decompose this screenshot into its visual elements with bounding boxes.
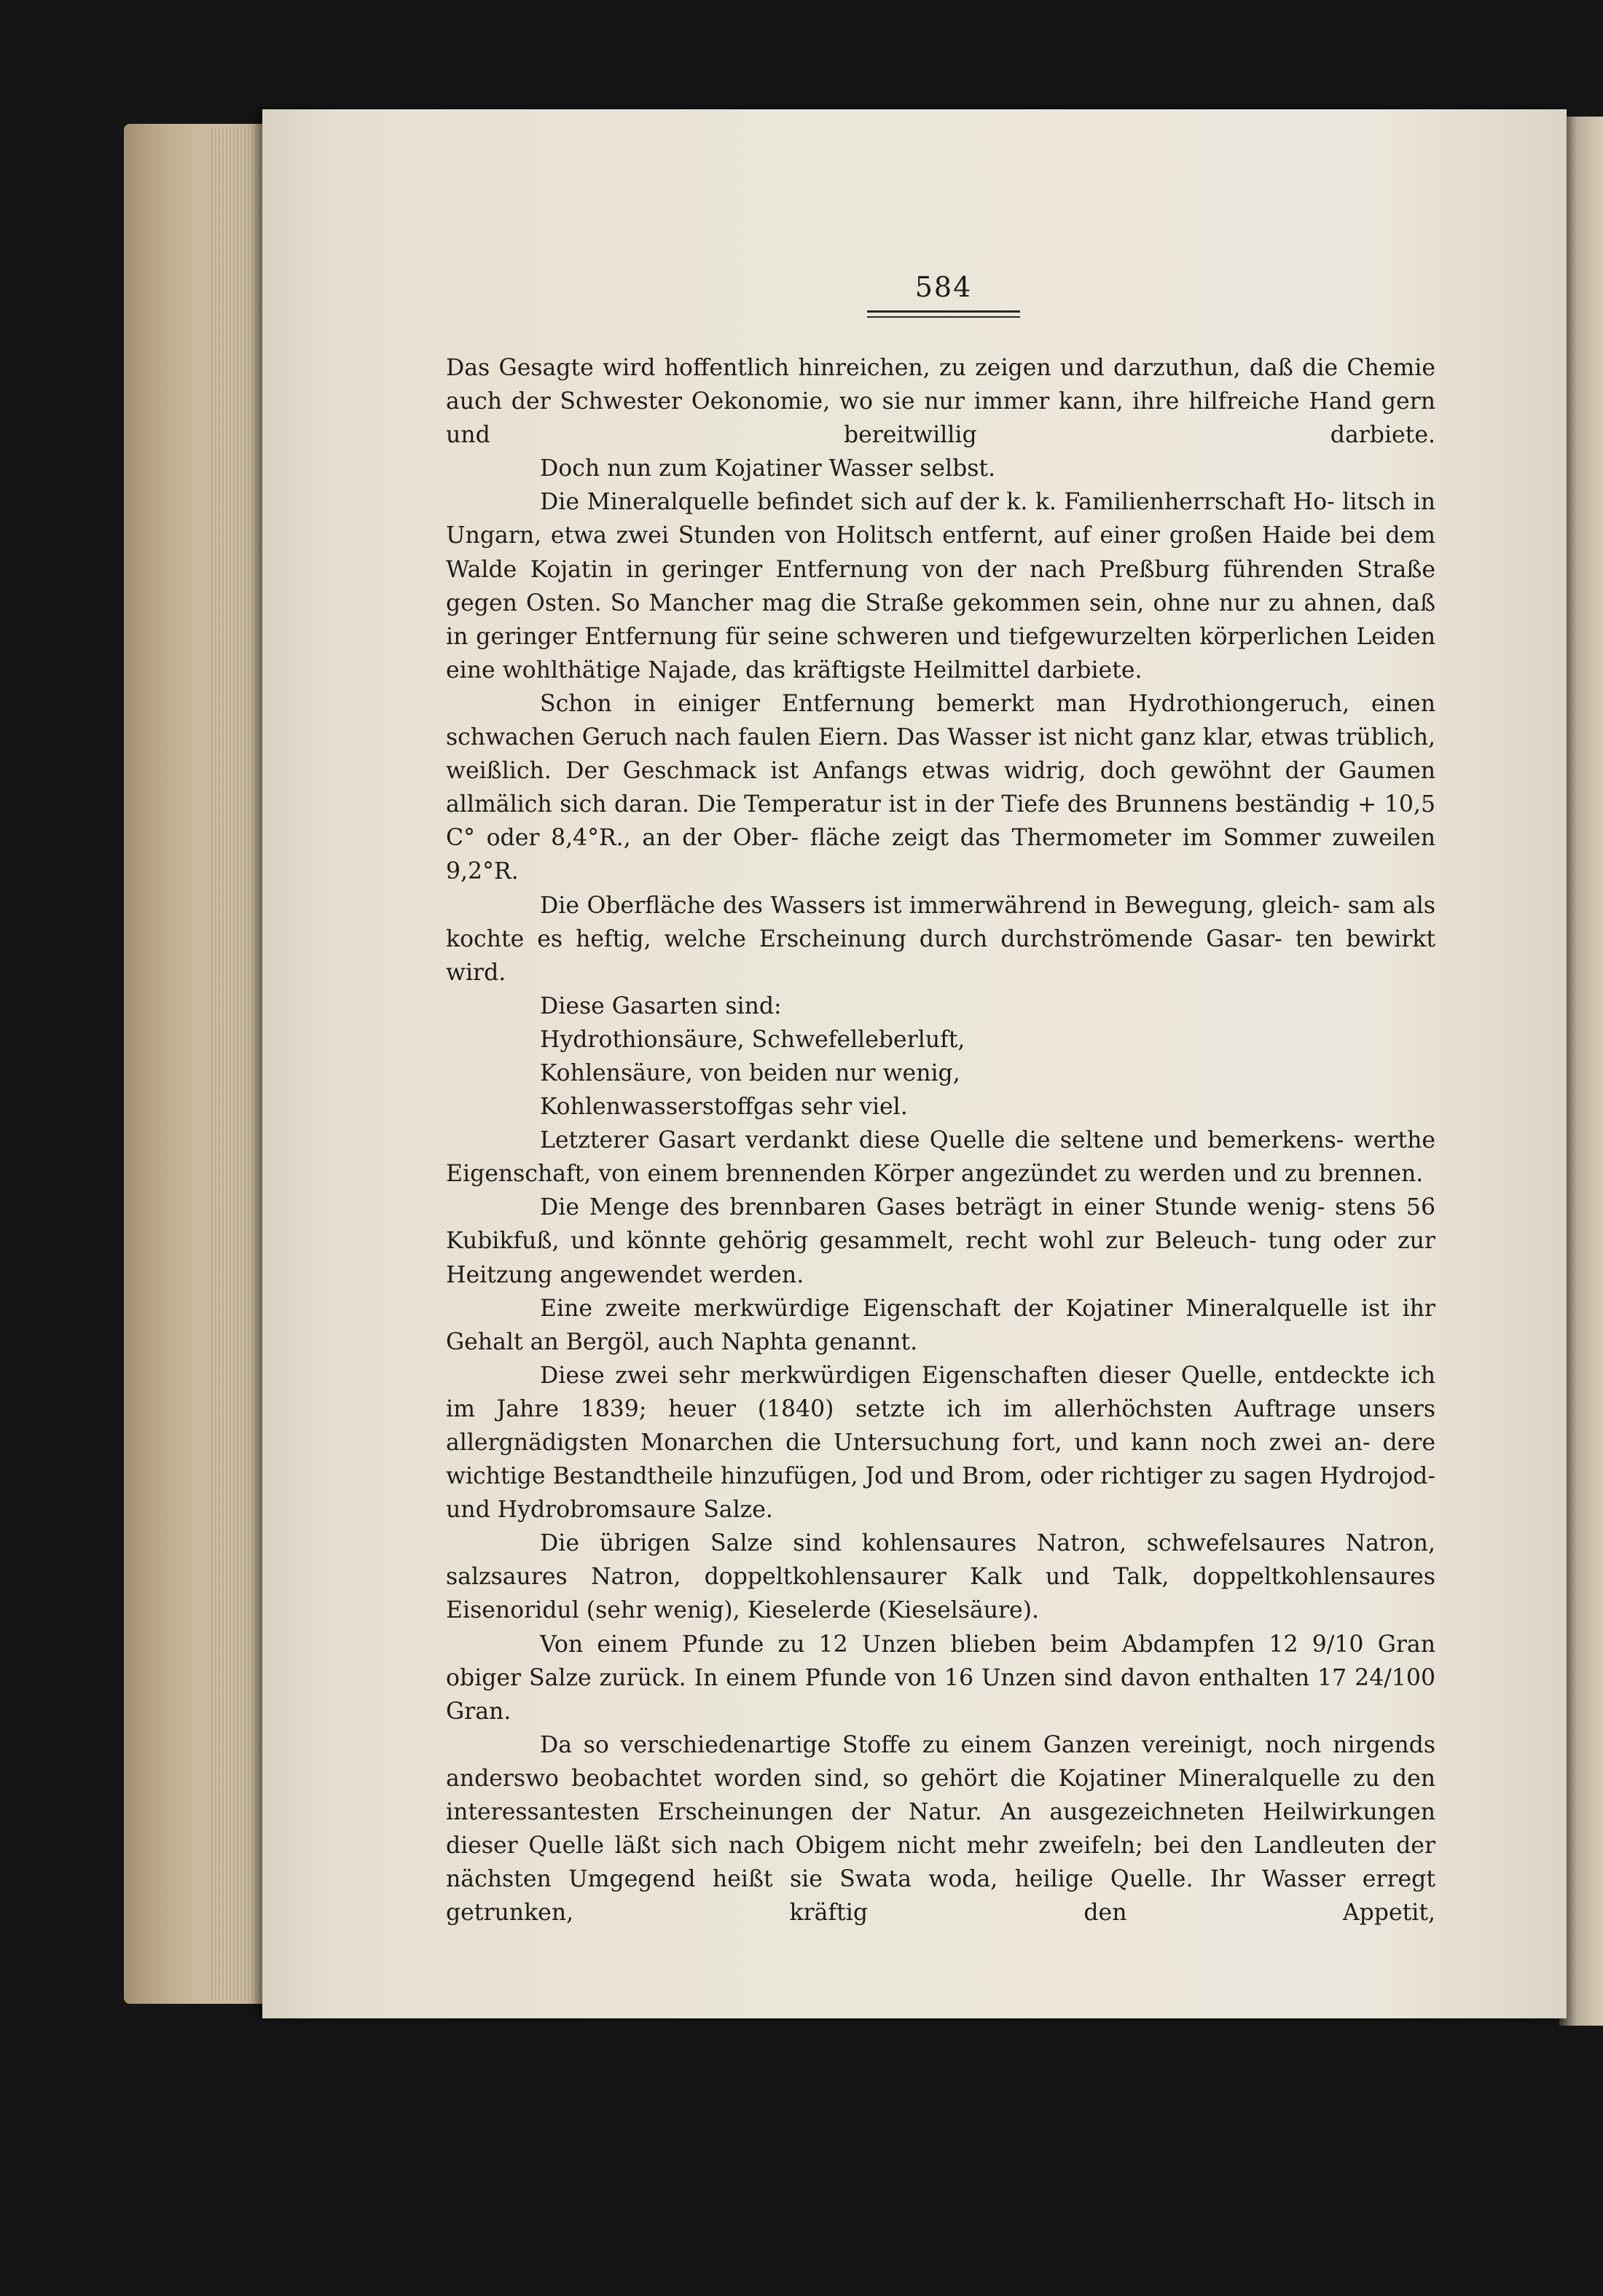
paragraph: Die Menge des brennbaren Gases beträgt in einer Stunde wenig- stens 56 Kubikfuß, und könnte gehörig gesammelt, recht wohl zur Beleuch- tung oder zur Heitzung angewendet werden. — [446, 1194, 1436, 1288]
paragraph: Von einem Pfunde zu 12 Unzen blieben beim Abdampfen 12 9/10 Gran obiger Salze zurück. In einem Pfunde von 16 Unzen sind davon enthalten 17 24/100 Gran. — [446, 1631, 1436, 1725]
header-rule-bottom — [867, 316, 1020, 318]
page-number: 584 — [914, 271, 973, 303]
list-item: Hydrothionsäure, Schwefelleberluft, — [540, 1026, 965, 1053]
paragraph: Doch nun zum Kojatiner Wasser selbst. — [540, 455, 996, 482]
paragraph: Eine zweite merkwürdige Eigenschaft der Kojatiner Mineralquelle ist ihr Gehalt an Bergöl, auch Naphta genannt. — [446, 1295, 1435, 1355]
body-text — [446, 351, 1435, 1929]
list-item: Kohlenwasserstoffgas sehr viel. — [540, 1094, 908, 1121]
paragraph: Die Oberfläche des Wassers ist immerwährend in Bewegung, gleich- sam als kochte es heftig, welche Erscheinung durch durchströmende Gasar- ten bewirkt wird. — [446, 892, 1435, 986]
page-header — [867, 271, 1020, 318]
paragraph: Diese Gasarten sind: — [540, 992, 782, 1019]
header-rule-top — [867, 310, 1020, 313]
paragraph: Das Gesagte wird hoffentlich hinreichen, zu zeigen und darzuthun, daß die Chemie auch der Schwester Oekonomie, wo sie nur immer kann, ihre hilfreiche Hand gern und bereitwillig darbiete. — [446, 355, 1435, 449]
list-item: Kohlensäure, von beiden nur wenig, — [540, 1059, 960, 1086]
paragraph: Die übrigen Salze sind kohlensaures Natron, schwefelsaures Natron, salzsaures Natron, doppeltkohlensaurer Kalk und Talk, doppeltkohlensaures Eisenoridul (sehr wenig), Kieselerde (Kieselsäure). — [446, 1530, 1435, 1624]
paragraph: Schon in einiger Entfernung bemerkt man Hydrothiongeruch, einen schwachen Geruch nach faulen Eiern. Das Wasser ist nicht ganz klar, etwas trüblich, weißlich. Der Geschmack ist Anfangs etwas widrig, doch gewöhnt der Gaumen allmälich sich daran. Die Temperatur ist in der Tiefe des Brunnens beständig + 10,5 C° oder 8,4°R., an der Ober- fläche zeigt das Thermometer im Sommer zuweilen 9,2°R. — [446, 690, 1436, 885]
paragraph: Letzterer Gasart verdankt diese Quelle die seltene und bemerkens- werthe Eigenschaft, von einem brennenden Körper angezündet zu werden und zu brennen. — [446, 1127, 1435, 1188]
paragraph: Diese zwei sehr merkwürdigen Eigenschaften dieser Quelle, entdeckte ich im Jahre 1839; heuer (1840) setzte ich im allerhöchsten Auftrage unsers allergnädigsten Monarchen die Untersuchung fort, und kann noch zwei an- dere wichtige Bestandtheile hinzufügen, Jod und Brom, oder richtiger zu sagen Hydrojod- und Hydrobromsaure Salze. — [446, 1362, 1435, 1524]
paragraph: Da so verschiedenartige Stoffe zu einem Ganzen vereinigt, noch nirgends anderswo beobachtet worden sind, so gehört die Kojatiner Mineralquelle zu den interessantesten Erscheinungen der Natur. An ausgezeichneten Heilwirkungen dieser Quelle läßt sich nach Obigem nicht mehr zweifeln; bei den Landleuten der nächsten Umgegend heißt sie Swata woda, heilige Quelle. Ihr Wasser erregt getrunken, kräftig den Appetit, — [446, 1731, 1436, 1927]
paragraph: Die Mineralquelle befindet sich auf der k. k. Familienherrschaft Ho- litsch in Ungarn, etwa zwei Stunden von Holitsch entfernt, auf einer großen Haide bei dem Walde Kojatin in geringer Entfernung von der nach Preßburg führenden Straße gegen Osten. So Mancher mag die Straße gekommen sein, ohne nur zu ahnen, daß in geringer Entfernung für seine schweren und tiefgewurzelten körperlichen Leiden eine wohlthätige Najade, das kräftigste Heilmittel darbiete. — [446, 489, 1436, 683]
